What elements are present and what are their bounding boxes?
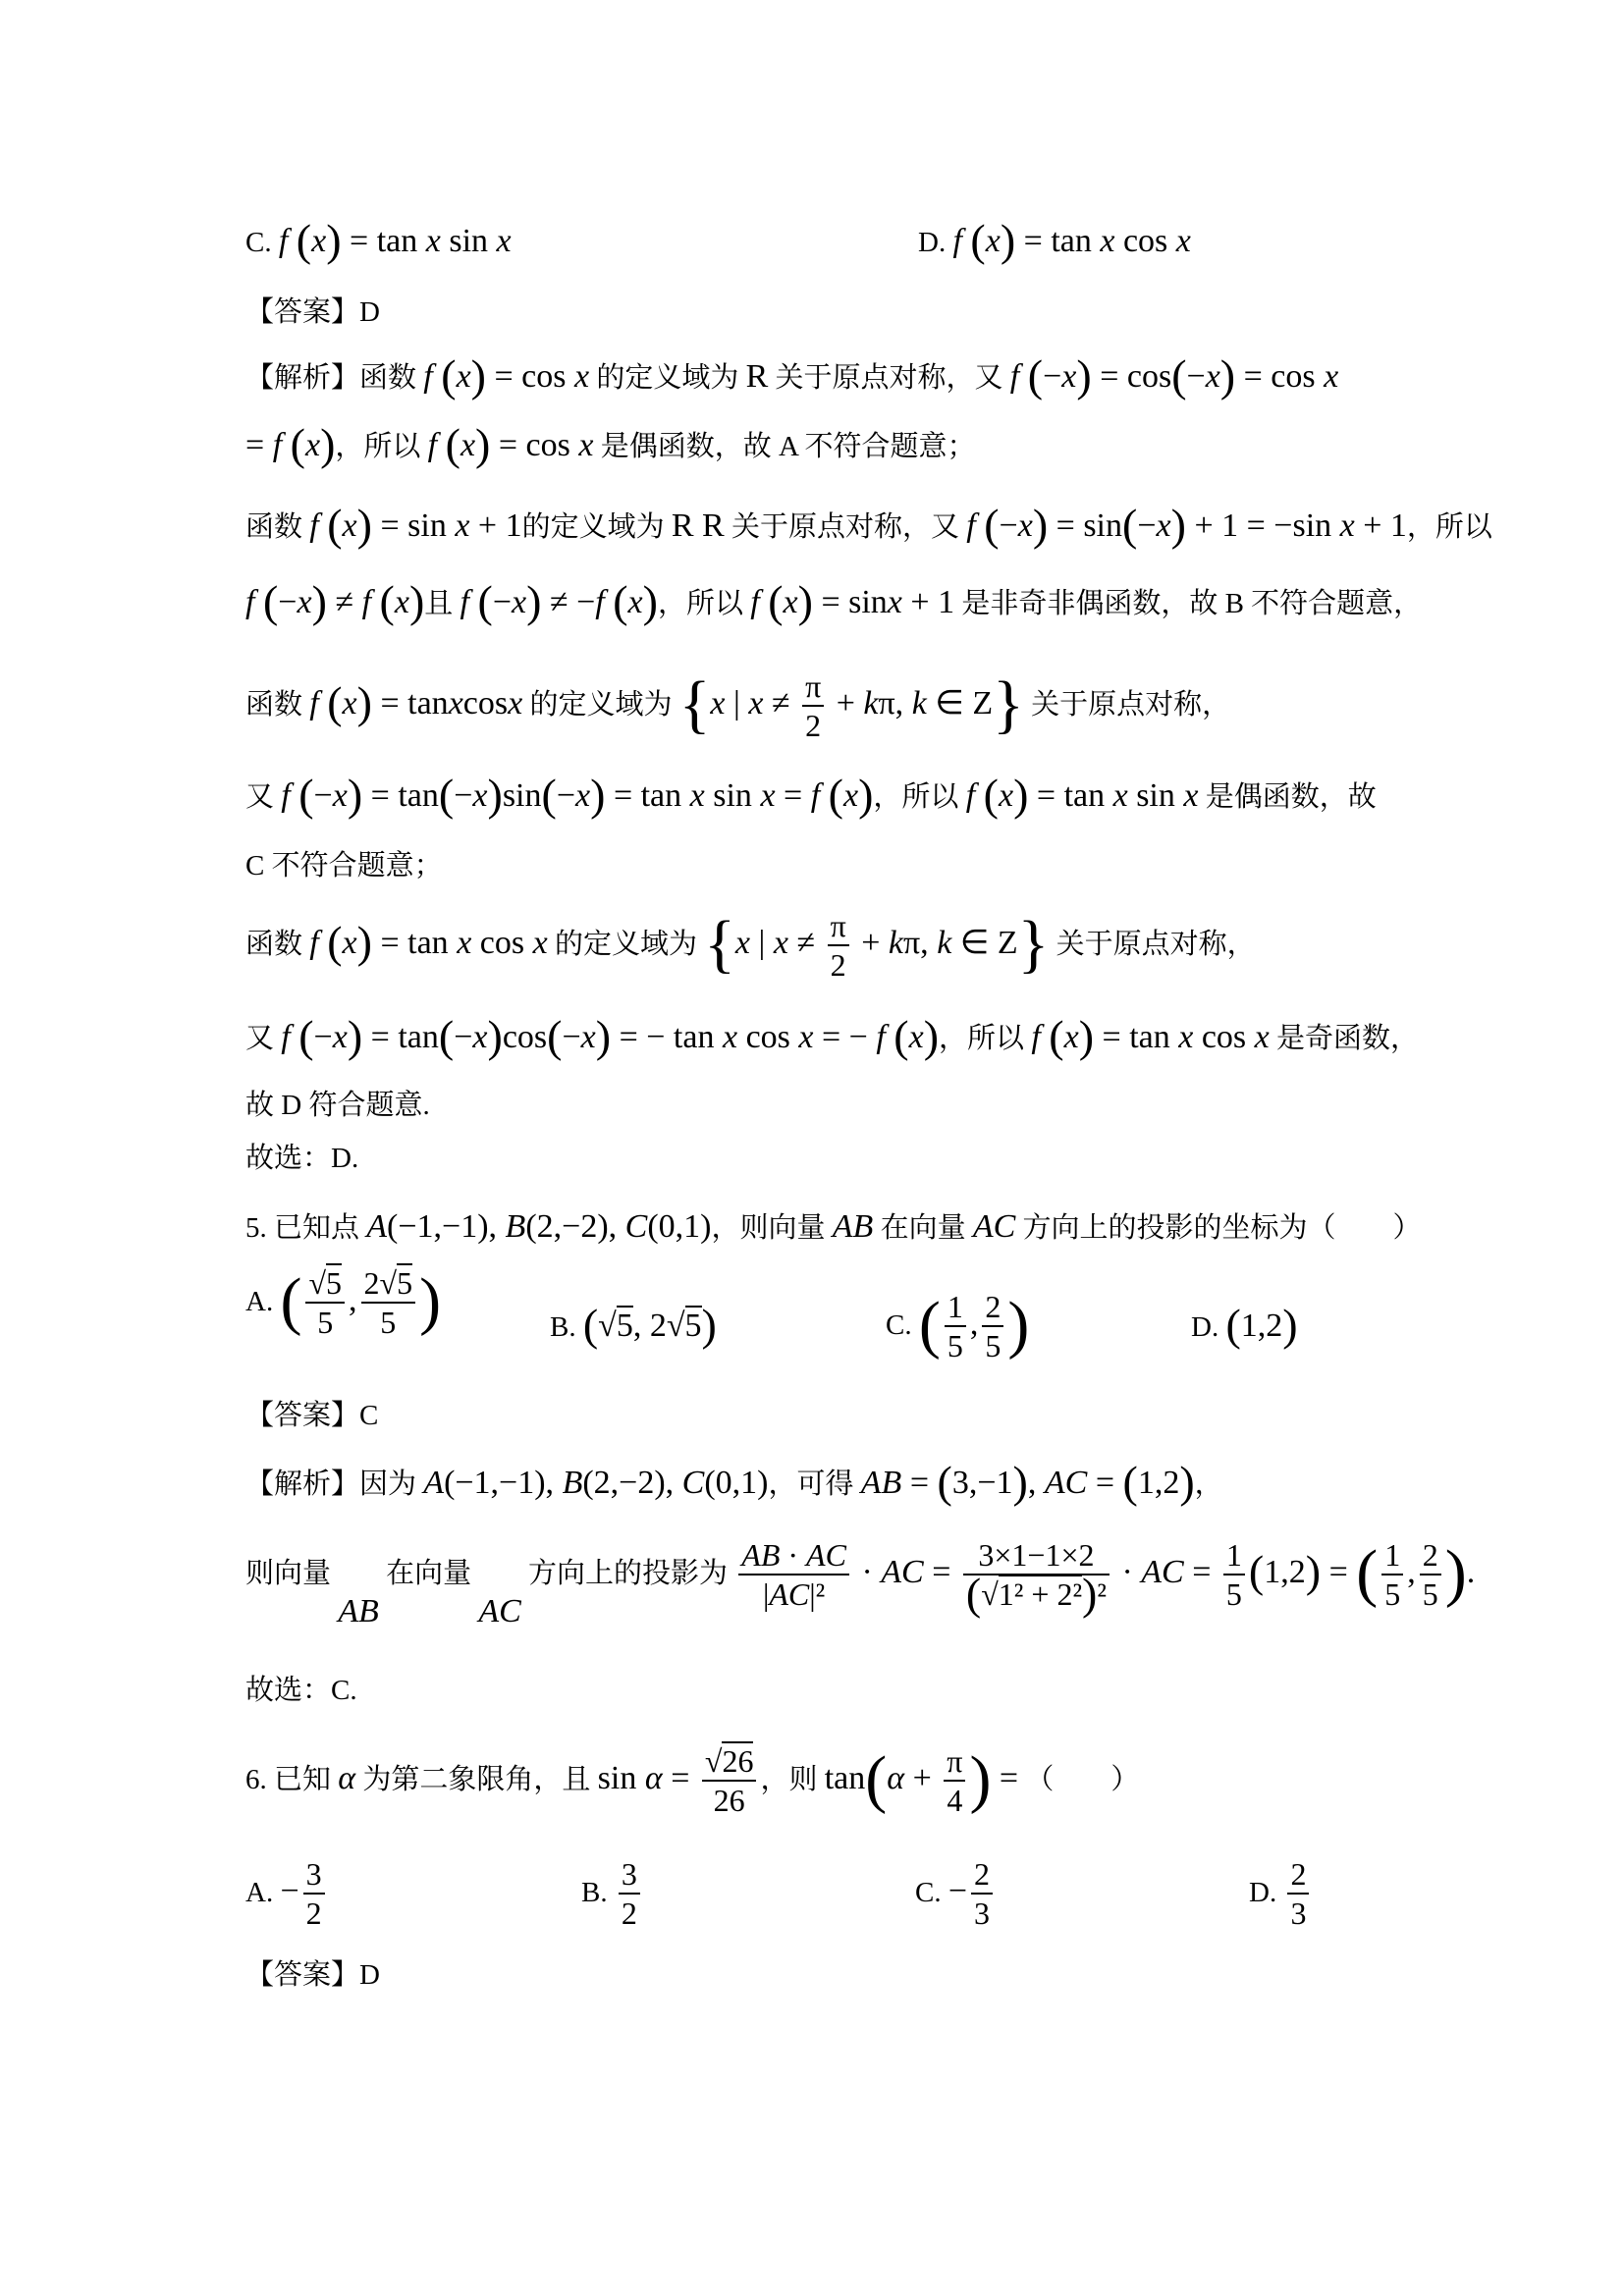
q4-analysis-line7: C 不符合题意； <box>245 850 443 881</box>
q4-analysis-line1: 【解析】函数 f (x) = cos x 的定义域为 R 关于原点对称，又 f (−x) = cos(−x) = cos x <box>245 350 1339 400</box>
q4-answer: 【答案】D <box>245 296 380 328</box>
q4-analysis-line5: 函数 f (x) = tanxcosx 的定义域为 {x | x ≠ $\frac{\pi}{2}$ + kπ, k ∈ Z} 关于原点对称， <box>245 667 1231 743</box>
q6-option-b: B. $\frac{3}{2}$ <box>581 1855 644 1932</box>
q6-answer: 【答案】D <box>245 1959 380 1991</box>
q5-analysis-line1: 【解析】因为 A(−1,−1), B(2,−2), C(0,1)，可得 AB = (3,−1), AC = (1,2)， <box>245 1457 1223 1507</box>
q5-analysis-line2: 则向量 AB 在向量 AC 方向上的投影为 $\frac{AB \cdot AC}{\text{|AC|²}}$ · AC = $\frac{3\times 1-1\times 2}{\text{(√1² + 2²)²}}$ · AC = $\frac{1}{5}$ (1,2) = ( $\frac{1}{5}$ , $\frac{2}{5}$ ). <box>245 1536 1476 1629</box>
q4-analysis-line2: = f (x)，所以 f (x) = cos x 是偶函数，故 A 不符合题意； <box>245 419 976 469</box>
q4-analysis-line10: 故 D 符合题意. <box>245 1090 430 1121</box>
q4-analysis-line8: 函数 f (x) = tan x cos x 的定义域为 {x | x ≠ $\frac{\pi}{2}$ + kπ, k ∈ Z} 关于原点对称， <box>245 907 1256 983</box>
q4-analysis-line6: 又 f (−x) = tan(−x)sin(−x) = tan x sin x = f (x)，所以 f (x) = tan x sin x 是偶函数，故 <box>245 770 1377 820</box>
q4-analysis-line3: 函数 f (x) = sin x + 1的定义域为 R R 关于原点对称，又 f (−x) = sin(−x) + 1 = −sin x + 1，所以 <box>245 500 1492 550</box>
q6-stem: 6. 已知 α 为第二象限角，且 sin α = $\frac{√26}{26}$ ，则 tan(α + $\frac{\pi}{4}$ ) = （ ） <box>245 1742 1140 1818</box>
q6-option-c: C. − $\frac{2}{3}$ <box>915 1855 997 1932</box>
q5-option-a: A. ( $\frac{√5}{5}$ , $\frac{2√5}{5}$ ) <box>245 1264 442 1340</box>
q6-option-a: A. − $\frac{3}{2}$ <box>245 1855 329 1932</box>
q4-analysis-line9: 又 f (−x) = tan(−x)cos(−x) = − tan x cos x = − f (x)，所以 f (x) = tan x cos x 是奇函数， <box>245 1011 1420 1061</box>
q5-option-d: D. (1,2) <box>1191 1300 1298 1350</box>
q5-answer: 【答案】C <box>245 1400 379 1431</box>
q5-stem: 5. 已知点 A(−1,−1), B(2,−2), C(0,1)，则向量 AB 在向量 AC 方向上的投影的坐标为（ ） <box>245 1208 1422 1245</box>
q4-option-c: C. f (x) = tan x sin x <box>245 215 512 265</box>
q4-choice: 故选：D. <box>245 1143 359 1174</box>
q4-option-d: D. f (x) = tan x cos x <box>918 215 1191 265</box>
q4-analysis-line4: f (−x) ≠ f (x)且 f (−x) ≠ −f (x)，所以 f (x) = sinx + 1 是非奇非偶函数，故 B 不符合题意， <box>245 576 1423 626</box>
q6-option-d: D. $\frac{2}{3}$ <box>1249 1855 1313 1932</box>
q5-option-b: B. (√5, 2√5) <box>550 1300 717 1350</box>
q5-choice: 故选：C. <box>245 1675 357 1706</box>
q5-option-c: C. ( $\frac{1}{5}$ , $\frac{2}{5}$ ) <box>886 1288 1030 1363</box>
